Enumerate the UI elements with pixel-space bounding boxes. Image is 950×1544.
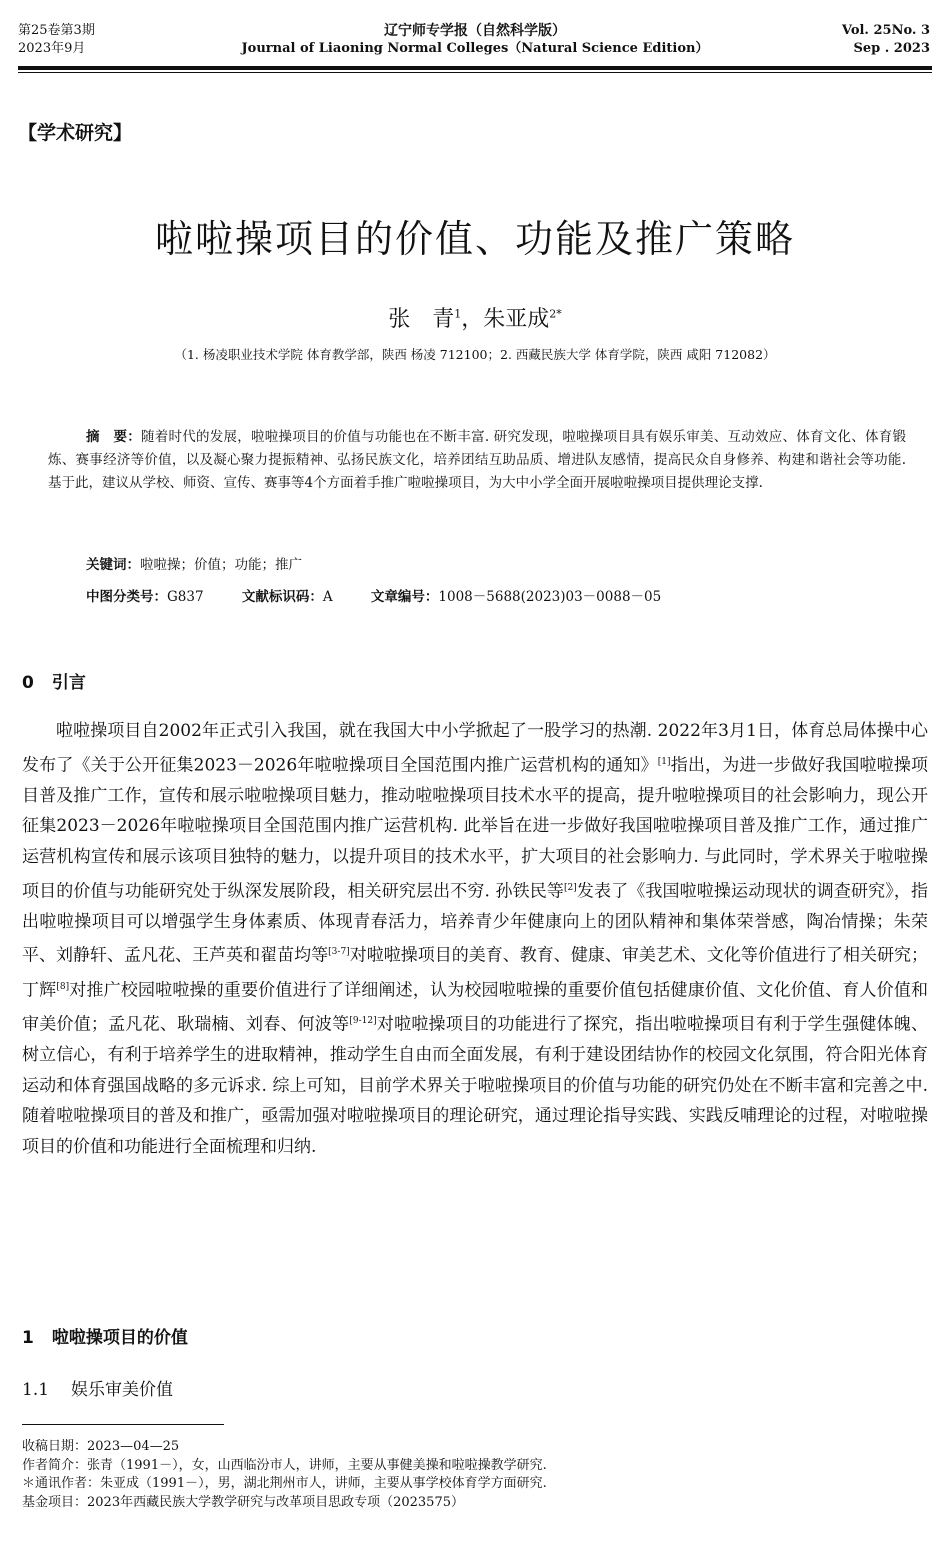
header-rule-thin (18, 72, 932, 73)
author-bio: 作者简介：张青（1991－），女，山西临汾市人，讲师，主要从事健美操和啦啦操教学研究. (22, 1457, 547, 1473)
section-title: 引言 (51, 673, 86, 693)
received-date: 收稿日期：2023—04—25 (22, 1439, 180, 1454)
article-title: 啦啦操项目的价值、功能及推广策略 (154, 217, 795, 261)
citation: [1] (657, 756, 671, 767)
article-number-label: 文章编号： (370, 589, 439, 605)
running-header-left (18, 22, 95, 58)
text-run: 发表了《我国啦啦操运动现状的调查研究》，指出啦啦操项目可以增强学生身体素质、体现青春活力，培养青少年健康向上的团队精神和集体荣誉感，陶冶情操；朱荣平、刘静轩、孟凡花、王芦英和翟苗均等 (22, 881, 928, 967)
date-cn: 2023年9月 (18, 41, 86, 56)
running-header-center (200, 22, 750, 58)
footnote-rule (22, 1424, 224, 1425)
section-number: 0 (22, 673, 34, 693)
footnotes (22, 1438, 547, 1512)
classification-line (86, 585, 695, 605)
citation: [9-12] (349, 1015, 377, 1026)
text-run: 对推广校园啦啦操的重要价值进行了详细阐述，认为校园啦啦操的重要价值包括健康价值、文化价值、育人价值和审美价值；孟凡花、耿瑞楠、刘春、何波等 (22, 980, 929, 1035)
text-run: 对啦啦操项目的美育、教育、健康、审美艺术、文化等价值进行了相关研究；丁辉 (22, 946, 929, 1001)
running-header-right (842, 22, 930, 58)
volume-issue-cn: 第25卷第3期 (18, 23, 95, 38)
abstract-text: 随着时代的发展，啦啦操项目的价值与功能也在不断丰富. 研究发现，啦啦操项目具有娱乐审美、互动效应、体育文化、体育锻炼、赛事经济等价值，以及凝心聚力提振精神、弘扬民族文化，培养团结互助品质、增进队友感情，提高民众自身修养、构建和谐社会等功能. 基于此，建议从学校、师资、宣传、赛事等4个方面着手推广啦啦操项目，为大中小学全面开展啦啦操项目提供理论支撑. (48, 429, 906, 491)
author-line (0, 302, 950, 333)
body-text (22, 716, 928, 1163)
text-run: 对啦啦操项目的功能进行了探究，指出啦啦操项目有利于学生强健体魄、树立信心，有利于培养学生的进取精神，推动学生自由而全面发展，有利于建设团结协作的校园文化氛围，符合阳光体育运动和体育强国战略的多元诉求. 综上可知，目前学术界关于啦啦操项目的价值与功能的研究仍处在不断丰富和完善之中. 随着啦啦操项目的普及和推广，亟需加强对啦啦操项目的理论研究，通过理论指导实践、实践反哺理论的过程，对啦啦操项目的价值和功能进行全面梳理和归纳. (22, 1014, 929, 1157)
author-2-affil-mark: 2* (549, 307, 562, 321)
section-tag: 【学术研究】 (18, 122, 133, 144)
citation: [8] (56, 981, 70, 992)
keywords-text: 啦啦操；价值；功能；推广 (140, 557, 302, 573)
journal-name-en: Journal of Liaoning Normal Colleges（Natural Science Edition） (241, 41, 709, 56)
clc-label: 中图分类号： (86, 589, 167, 605)
corresponding-author: ＊通讯作者：朱亚成（1991－），男，湖北荆州市人，讲师，主要从事学校体育学方面研究. (22, 1476, 547, 1491)
text-run: 啦啦操项目自2002年正式引入我国，就在我国大中小学掀起了一股学习的热潮. 2022年3月1日，体育总局体操中心发布了《关于公开征集2023－2026年啦啦操项目全国范围内推广运营机构的通知》 (22, 721, 928, 776)
doc-code-label: 文献标识码： (241, 589, 323, 605)
author-2: 朱亚成 (483, 307, 550, 332)
affiliations: （1. 杨凌职业技术学院 体育教学部，陕西 杨凌 712100；2. 西藏民族大学 体育学院，陕西 咸阳 712082） (174, 347, 776, 362)
abstract (48, 426, 906, 495)
abstract-label: 摘 要： (86, 429, 142, 445)
author-1-affil-mark: 1 (454, 307, 462, 321)
section-heading-0 (22, 668, 86, 693)
author-separator: ， (461, 307, 484, 332)
subsection-title: 娱乐审美价值 (71, 1380, 174, 1400)
author-1: 张 青 (388, 307, 455, 332)
text-run: 指出，为进一步做好我国啦啦操项目普及推广工作，宣传和展示啦啦操项目魅力，推动啦啦操项目技术水平的提高，提升啦啦操项目的社会影响力，现公开征集2023－2026年啦啦操项目全国范围内推广运营机构. 此举旨在进一步做好我国啦啦操项目普及推广工作，通过推广运营机构宣传和展示该项目独特的魅力，以提升项目的技术水平，扩大项目的社会影响力. 与此同时，学术界关于啦啦操项目的价值与功能研究处于纵深发展阶段，相关研究层出不穷. 孙铁民等 (22, 755, 928, 902)
section-heading-1 (22, 1323, 188, 1348)
clc-value: G837 (167, 589, 204, 605)
paragraph (22, 716, 928, 1163)
doc-code-value: A (322, 589, 333, 605)
volume-issue-en: Vol. 25No. 3 (841, 23, 930, 38)
citation: [3-7] (328, 947, 350, 958)
subsection-number: 1.1 (22, 1380, 50, 1400)
article-number-value: 1008－5688(2023)03－0088－05 (438, 589, 662, 605)
section-title: 啦啦操项目的价值 (51, 1328, 188, 1348)
keywords (86, 553, 302, 573)
header-rule-thick (18, 66, 932, 70)
keywords-label: 关键词： (86, 557, 140, 573)
citation: [2] (564, 882, 577, 893)
section-number: 1 (22, 1328, 34, 1348)
subsection-heading-1-1 (22, 1375, 173, 1400)
journal-name-cn: 辽宁师专学报（自然科学版） (384, 23, 566, 39)
date-en: Sep . 2023 (853, 41, 930, 56)
fund-project: 基金项目：2023年西藏民族大学教学研究与改革项目思政专项（2023575） (22, 1494, 464, 1510)
